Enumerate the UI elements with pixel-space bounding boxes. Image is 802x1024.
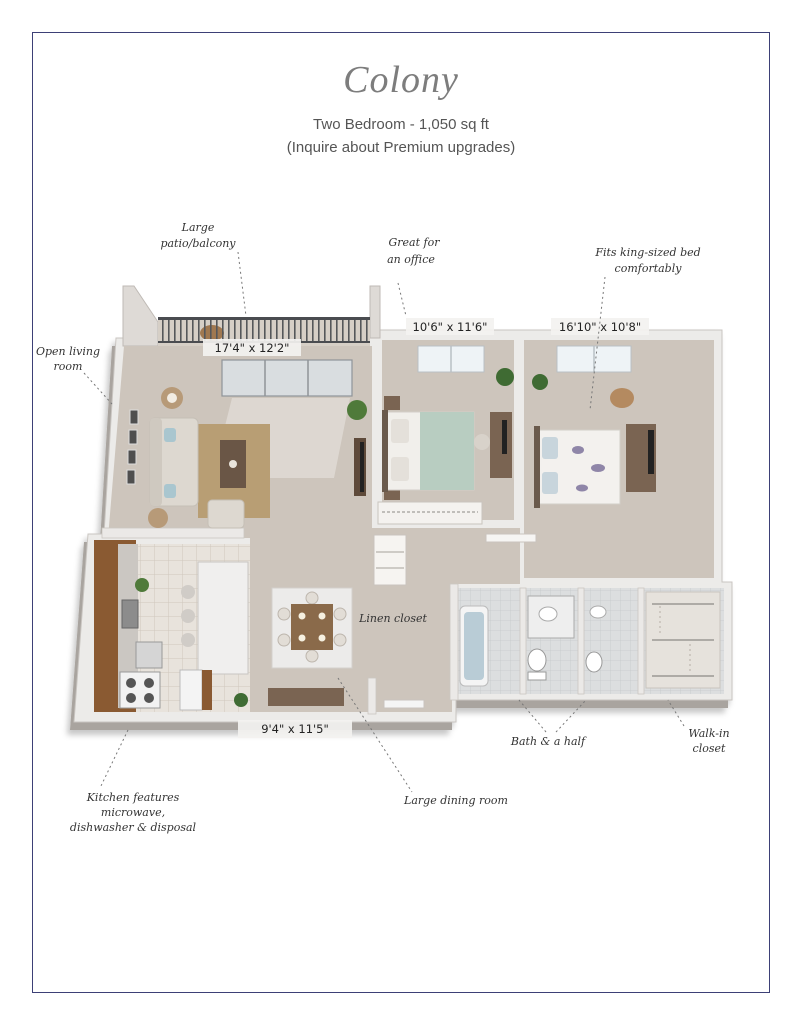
pillow xyxy=(542,472,558,494)
wall-art xyxy=(129,430,137,444)
half-bath-divider-wall xyxy=(578,588,584,694)
blanket xyxy=(420,412,474,490)
floral-pattern xyxy=(572,446,584,454)
dining-table xyxy=(291,604,333,650)
burner xyxy=(144,678,154,688)
half-bath-sink xyxy=(590,606,606,618)
office-dimensions: 10'6" x 11'6" xyxy=(412,320,488,334)
linen-closet-callout: Linen closet xyxy=(359,612,427,625)
entry-door xyxy=(384,700,424,708)
range xyxy=(120,672,160,708)
burner xyxy=(144,693,154,703)
bath-callout: Bath & a half xyxy=(510,735,586,748)
sofa-back xyxy=(150,418,162,506)
patio-callout-line1: Large xyxy=(181,221,215,234)
burner xyxy=(126,693,136,703)
linen-closet xyxy=(374,535,406,585)
television xyxy=(648,430,654,474)
desk-chair xyxy=(474,434,490,450)
plant xyxy=(135,578,149,592)
pillow xyxy=(542,437,558,459)
living-callout-line1: Open living xyxy=(35,345,101,358)
pillow xyxy=(391,419,409,443)
hall-door xyxy=(486,534,536,542)
premium-note: (Inquire about Premium upgrades) xyxy=(286,139,516,156)
dining-chair xyxy=(306,650,318,662)
dining-chair xyxy=(334,608,346,620)
plant xyxy=(347,400,367,420)
accent-chair xyxy=(610,388,634,408)
wall-art xyxy=(130,410,138,424)
plan-subtitle: Two Bedroom - 1,050 sq ft xyxy=(313,116,489,133)
sink xyxy=(539,607,557,621)
wall-art xyxy=(128,450,136,464)
closet-callout-line2: closet xyxy=(692,742,726,755)
plant xyxy=(496,368,514,386)
nightstand xyxy=(384,396,400,410)
vase xyxy=(229,460,237,468)
island xyxy=(198,562,248,674)
pillow xyxy=(391,457,409,481)
refrigerator xyxy=(180,670,202,710)
balcony-left-wall xyxy=(123,286,158,346)
bed-callout-line2: comfortably xyxy=(614,262,682,275)
stool xyxy=(181,609,195,623)
closet-divider-wall xyxy=(638,588,644,694)
kitchen-living-wall xyxy=(102,528,244,538)
sliding-glass-door xyxy=(222,360,352,396)
entry-wall xyxy=(368,678,376,714)
plate xyxy=(299,635,306,642)
plant xyxy=(234,693,248,707)
television xyxy=(360,442,364,492)
toilet xyxy=(528,649,546,671)
dining-callout: Large dining room xyxy=(404,794,508,807)
desk xyxy=(490,412,512,478)
stool xyxy=(181,585,195,599)
living-room-dimensions: 17'4" x 12'2" xyxy=(214,341,290,355)
pantry-cabinet xyxy=(202,670,212,710)
sideboard xyxy=(268,688,344,706)
side-table xyxy=(148,508,168,528)
headboard xyxy=(534,426,540,508)
living-callout-line2: room xyxy=(53,360,83,373)
lamp xyxy=(167,393,177,403)
burner xyxy=(126,678,136,688)
plate xyxy=(299,613,306,620)
floral-pattern xyxy=(591,464,605,472)
headboard xyxy=(382,410,388,492)
stool xyxy=(181,633,195,647)
throw-pillow xyxy=(164,428,176,442)
plant xyxy=(532,374,548,390)
half-bath-toilet xyxy=(586,652,602,672)
balcony xyxy=(123,286,380,346)
monitor xyxy=(502,420,507,454)
kitchen-callout-line2: microwave, xyxy=(100,806,166,819)
floral-pattern xyxy=(576,485,588,492)
plan-title: Colony xyxy=(343,59,459,101)
office-closet xyxy=(378,502,482,524)
closet-callout-line1: Walk-in xyxy=(688,727,730,740)
bed-callout-line1: Fits king-sized bed xyxy=(595,246,701,259)
dishwasher xyxy=(136,642,162,668)
plate xyxy=(319,635,326,642)
patio-callout-line2: patio/balcony xyxy=(160,237,236,250)
balcony-right-wall xyxy=(370,286,380,338)
dining-room-dimensions: 9'4" x 11'5" xyxy=(261,722,329,736)
armchair xyxy=(208,500,244,528)
dining-chair xyxy=(306,592,318,604)
railing-top-bar xyxy=(158,317,370,320)
dining-chair xyxy=(334,634,346,646)
bath-left-wall xyxy=(450,584,458,700)
bath-divider-wall xyxy=(520,588,526,694)
bath-water xyxy=(464,612,484,680)
dining-chair xyxy=(278,634,290,646)
office-callout-line1: Great for xyxy=(388,236,440,249)
bedroom-dimensions: 16'10" x 10'8" xyxy=(558,320,642,334)
office-callout-line2: an office xyxy=(387,253,435,266)
throw-pillow xyxy=(164,484,176,498)
kitchen-callout-line3: dishwasher & disposal xyxy=(69,821,197,834)
kitchen-callout-line1: Kitchen features xyxy=(86,791,180,804)
plate xyxy=(319,613,326,620)
sink xyxy=(122,600,138,628)
wall-art xyxy=(127,470,135,484)
dining-chair xyxy=(278,608,290,620)
toilet-tank xyxy=(528,672,546,680)
